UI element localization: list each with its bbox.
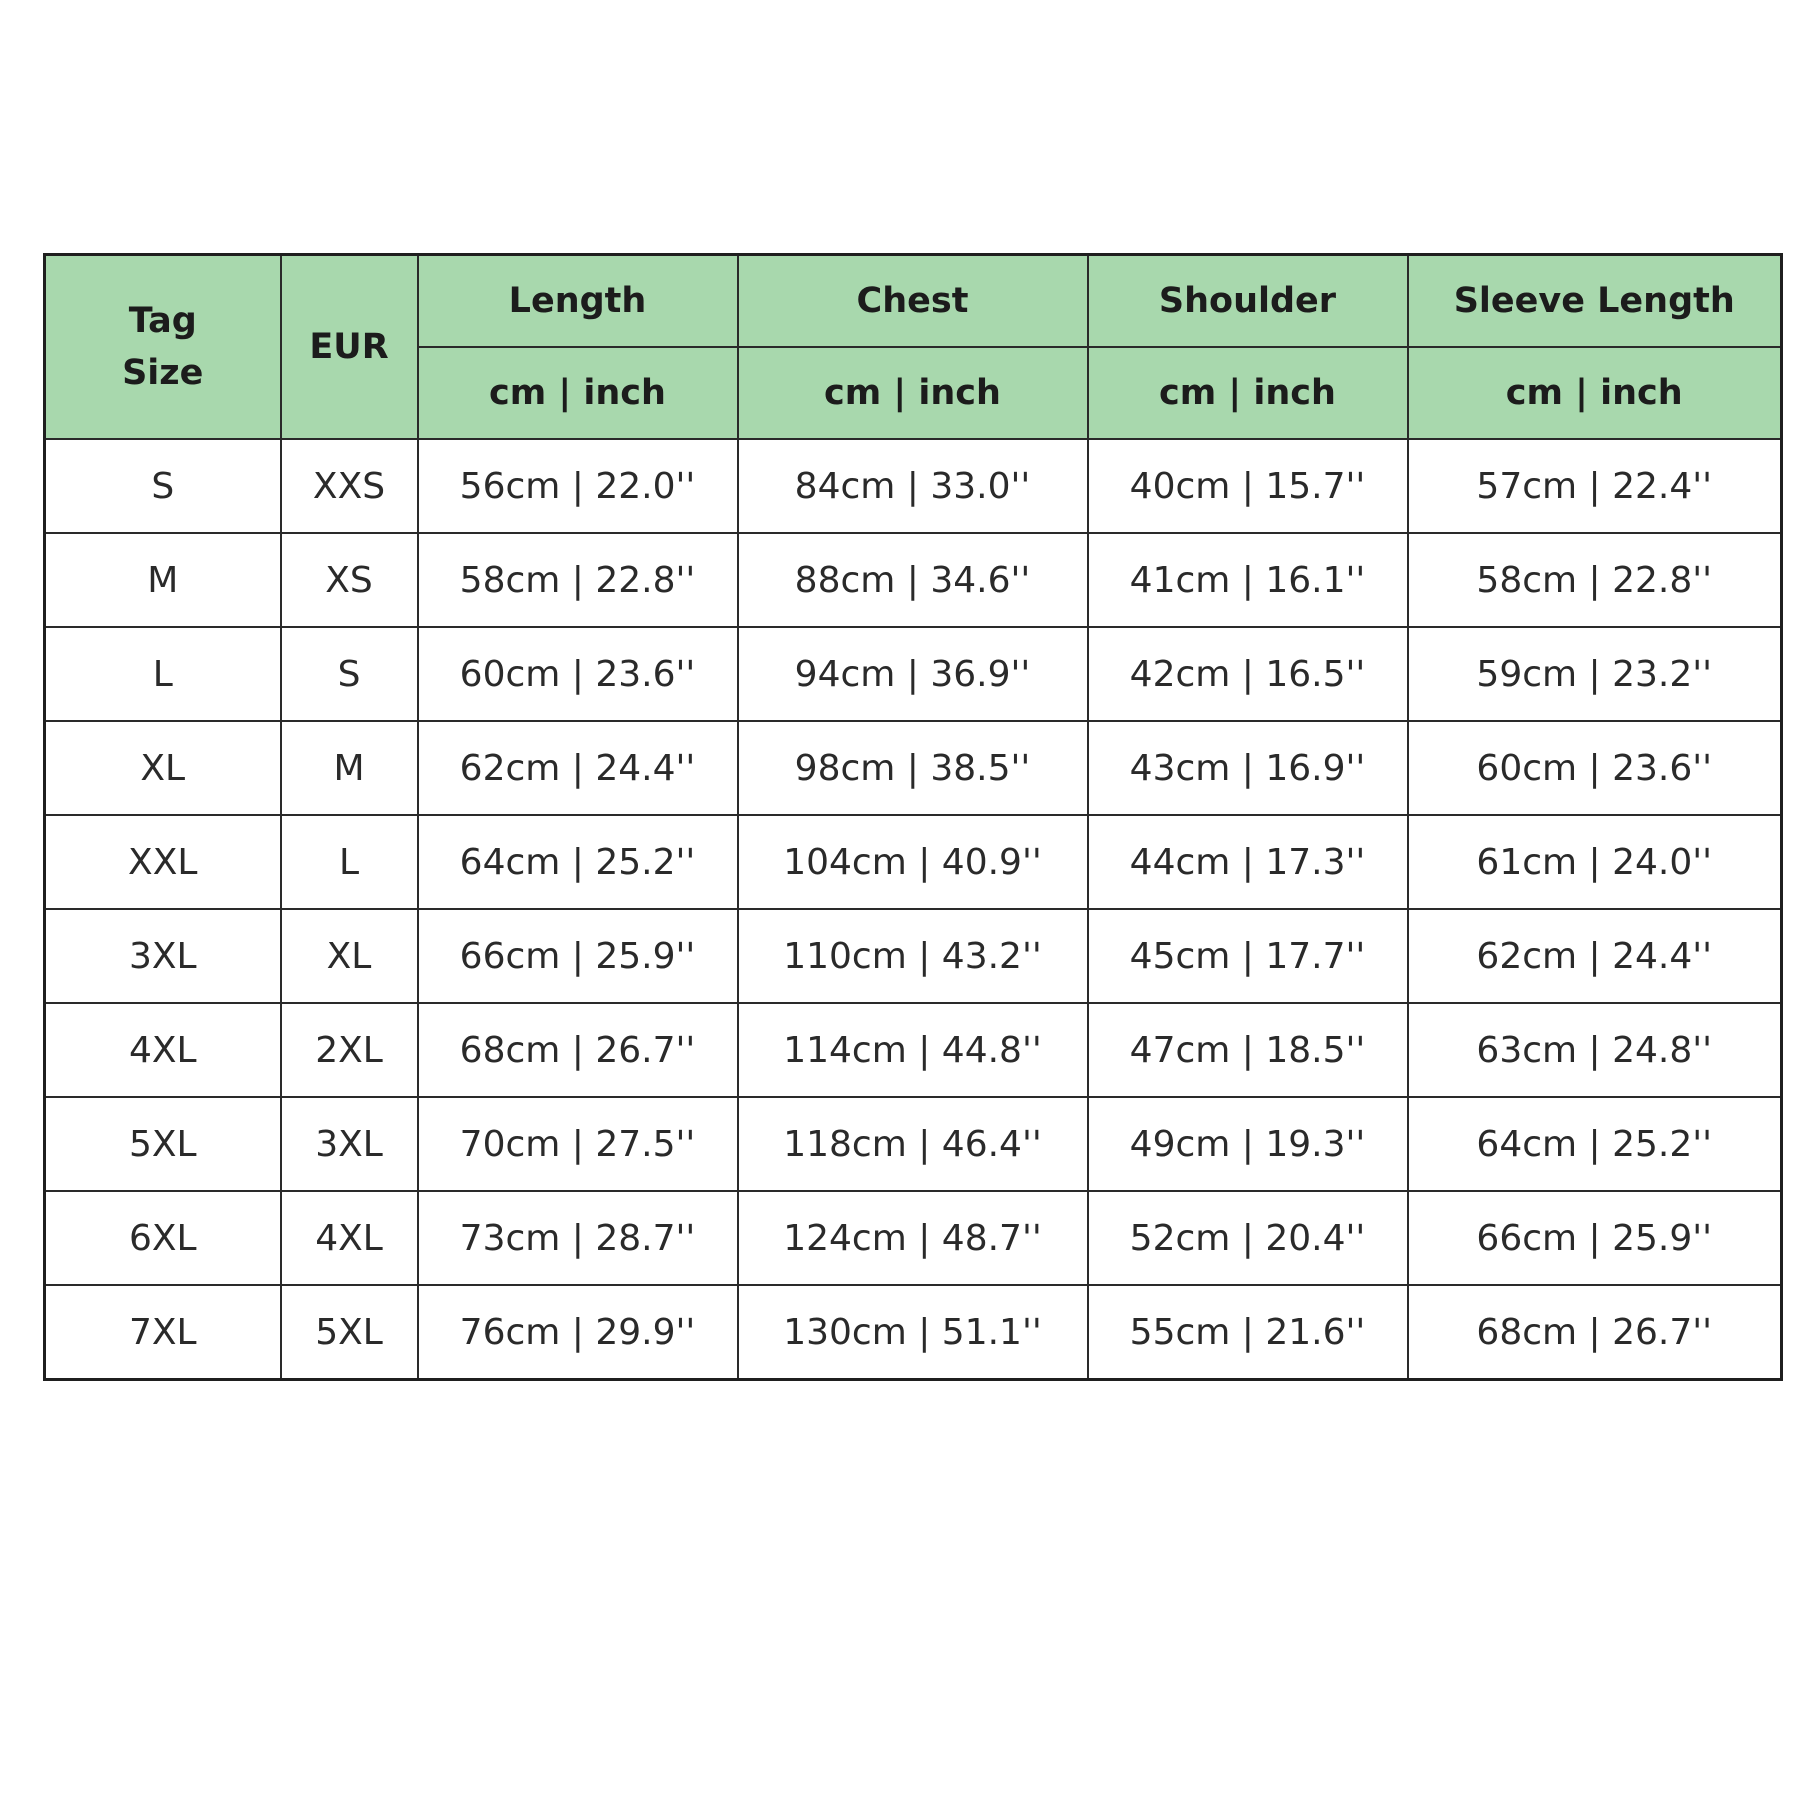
cell-tag-size: 3XL (45, 909, 281, 1003)
header-row-measurements (45, 255, 1782, 348)
table-row (45, 1003, 1782, 1097)
cell-tag-size: 7XL (45, 1285, 281, 1380)
cell-tag-size: 5XL (45, 1097, 281, 1191)
cell-length: 62cm | 24.4'' (418, 721, 738, 815)
cell-tag-size: L (45, 627, 281, 721)
cell-sleeve: 63cm | 24.8'' (1408, 1003, 1782, 1097)
header-sleeve-length: Sleeve Length (1408, 255, 1782, 348)
cell-chest: 98cm | 38.5'' (738, 721, 1088, 815)
cell-eur: XS (281, 533, 418, 627)
cell-chest: 94cm | 36.9'' (738, 627, 1088, 721)
cell-shoulder: 43cm | 16.9'' (1088, 721, 1408, 815)
cell-tag-size: XXL (45, 815, 281, 909)
cell-eur: 2XL (281, 1003, 418, 1097)
cell-length: 70cm | 27.5'' (418, 1097, 738, 1191)
cell-eur: 4XL (281, 1191, 418, 1285)
table-header (45, 255, 1782, 440)
cell-shoulder: 49cm | 19.3'' (1088, 1097, 1408, 1191)
size-chart-table (43, 253, 1783, 1381)
cell-tag-size: 6XL (45, 1191, 281, 1285)
cell-eur: XL (281, 909, 418, 1003)
cell-sleeve: 61cm | 24.0'' (1408, 815, 1782, 909)
header-tag-size-line2: Size (122, 353, 204, 393)
cell-eur: M (281, 721, 418, 815)
header-length: Length (418, 255, 738, 348)
table-row (45, 439, 1782, 533)
header-tag-size (45, 255, 281, 440)
cell-shoulder: 55cm | 21.6'' (1088, 1285, 1408, 1380)
cell-sleeve: 60cm | 23.6'' (1408, 721, 1782, 815)
cell-length: 76cm | 29.9'' (418, 1285, 738, 1380)
cell-chest: 130cm | 51.1'' (738, 1285, 1088, 1380)
cell-shoulder: 45cm | 17.7'' (1088, 909, 1408, 1003)
table-row (45, 627, 1782, 721)
table-row (45, 1191, 1782, 1285)
cell-length: 68cm | 26.7'' (418, 1003, 738, 1097)
cell-shoulder: 42cm | 16.5'' (1088, 627, 1408, 721)
cell-eur: L (281, 815, 418, 909)
unit-label-shoulder: cm | inch (1088, 347, 1408, 439)
cell-sleeve: 68cm | 26.7'' (1408, 1285, 1782, 1380)
cell-chest: 114cm | 44.8'' (738, 1003, 1088, 1097)
cell-shoulder: 40cm | 15.7'' (1088, 439, 1408, 533)
cell-chest: 104cm | 40.9'' (738, 815, 1088, 909)
cell-length: 60cm | 23.6'' (418, 627, 738, 721)
cell-tag-size: XL (45, 721, 281, 815)
table-row (45, 1285, 1782, 1380)
cell-chest: 84cm | 33.0'' (738, 439, 1088, 533)
cell-shoulder: 44cm | 17.3'' (1088, 815, 1408, 909)
cell-eur: XXS (281, 439, 418, 533)
cell-shoulder: 47cm | 18.5'' (1088, 1003, 1408, 1097)
cell-length: 73cm | 28.7'' (418, 1191, 738, 1285)
table-row (45, 533, 1782, 627)
header-eur: EUR (281, 255, 418, 440)
cell-sleeve: 58cm | 22.8'' (1408, 533, 1782, 627)
cell-tag-size: S (45, 439, 281, 533)
cell-length: 56cm | 22.0'' (418, 439, 738, 533)
cell-eur: 3XL (281, 1097, 418, 1191)
unit-label-chest: cm | inch (738, 347, 1088, 439)
cell-sleeve: 66cm | 25.9'' (1408, 1191, 1782, 1285)
unit-label-length: cm | inch (418, 347, 738, 439)
cell-tag-size: 4XL (45, 1003, 281, 1097)
table-row (45, 909, 1782, 1003)
cell-tag-size: M (45, 533, 281, 627)
cell-chest: 88cm | 34.6'' (738, 533, 1088, 627)
header-chest: Chest (738, 255, 1088, 348)
table-row (45, 1097, 1782, 1191)
cell-length: 66cm | 25.9'' (418, 909, 738, 1003)
table-row (45, 721, 1782, 815)
cell-sleeve: 59cm | 23.2'' (1408, 627, 1782, 721)
table-row (45, 815, 1782, 909)
cell-shoulder: 52cm | 20.4'' (1088, 1191, 1408, 1285)
cell-shoulder: 41cm | 16.1'' (1088, 533, 1408, 627)
cell-sleeve: 62cm | 24.4'' (1408, 909, 1782, 1003)
cell-sleeve: 64cm | 25.2'' (1408, 1097, 1782, 1191)
header-shoulder: Shoulder (1088, 255, 1408, 348)
cell-chest: 110cm | 43.2'' (738, 909, 1088, 1003)
unit-label-sleeve: cm | inch (1408, 347, 1782, 439)
cell-eur: S (281, 627, 418, 721)
cell-chest: 124cm | 48.7'' (738, 1191, 1088, 1285)
cell-length: 58cm | 22.8'' (418, 533, 738, 627)
cell-sleeve: 57cm | 22.4'' (1408, 439, 1782, 533)
cell-eur: 5XL (281, 1285, 418, 1380)
cell-chest: 118cm | 46.4'' (738, 1097, 1088, 1191)
cell-length: 64cm | 25.2'' (418, 815, 738, 909)
header-tag-size-line1: Tag (128, 301, 197, 341)
table-body (45, 439, 1782, 1380)
